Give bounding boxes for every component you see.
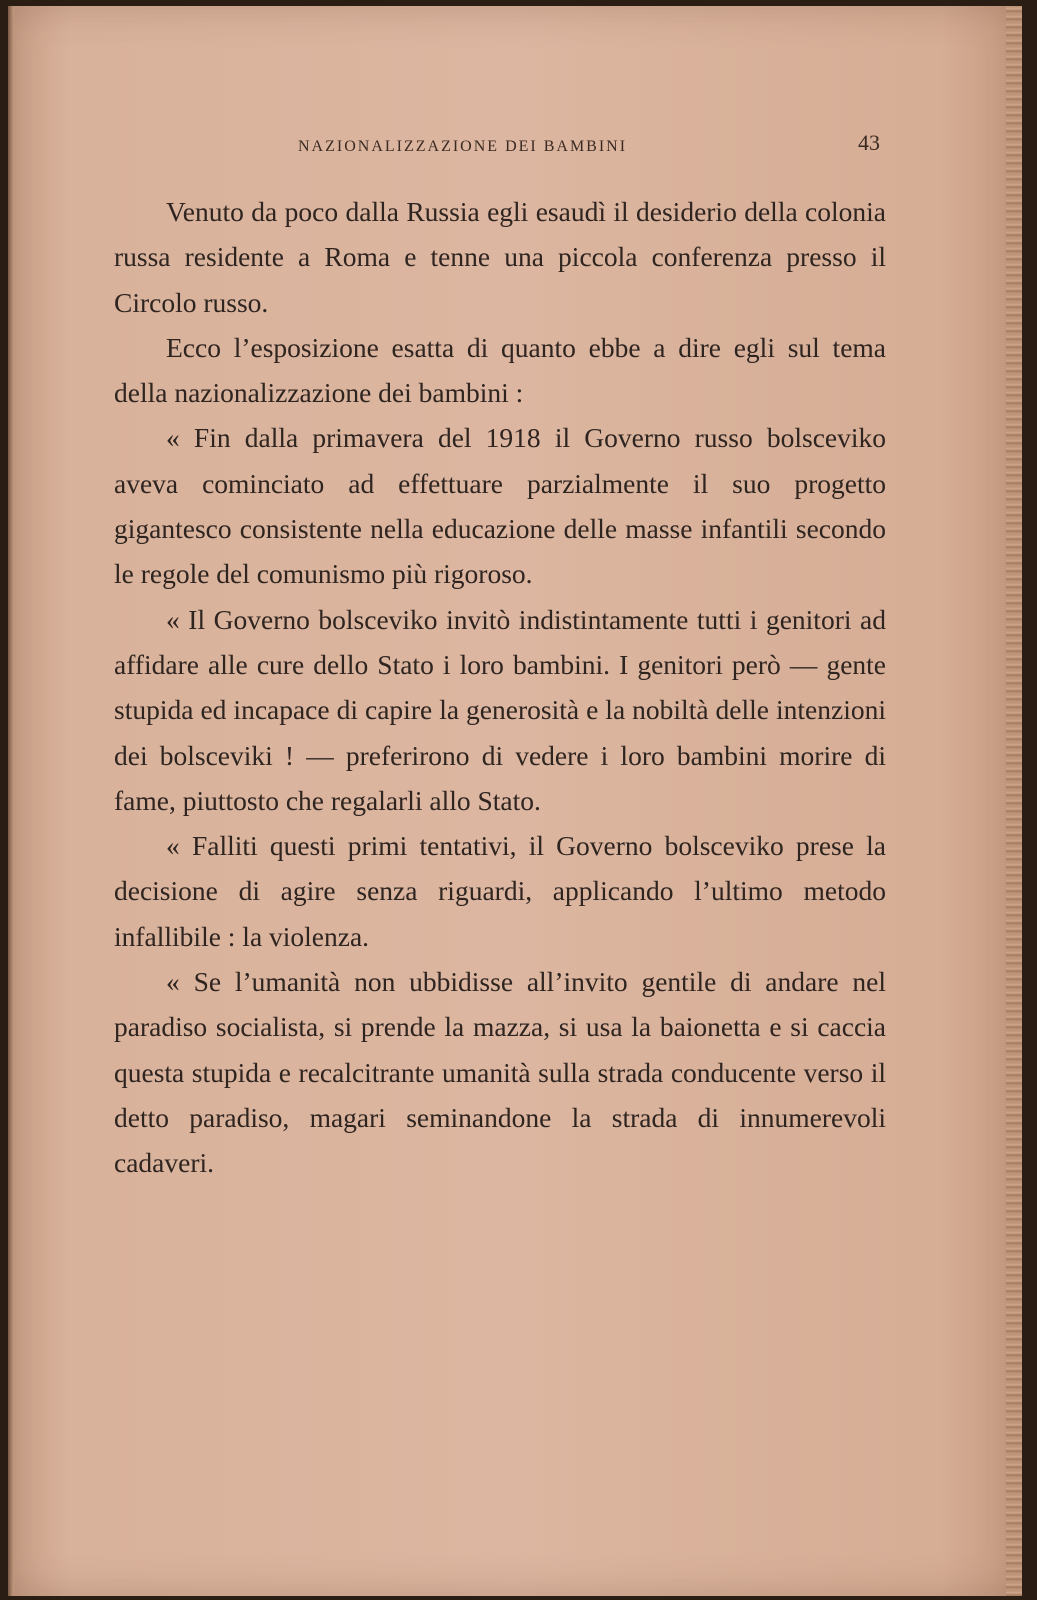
paragraph-5: « Falliti questi primi tentativi, il Governo bolsceviko prese la decisione di agire senza riguardi, applicando l’ultimo metodo infallibile : la violenza. [114, 830, 886, 952]
paragraph-4: « Il Governo bolsceviko invitò indistintamente tutti i genitori ad affidare alle cure dello Stato i loro bambini. I genitori però — gente stupida ed incapace di capire la generosità e la nobiltà delle intenzioni dei bolsceviki ! — preferirono di vedere i loro bambini morire di fame, piuttosto che regalarli allo Stato. [114, 603, 886, 816]
paragraph-1: Venuto da poco dalla Russia egli esaudì il desiderio della colonia russa residente a Roma e tenne una piccola conferenza presso il Circolo russo. [114, 196, 886, 318]
running-title: NAZIONALIZZAZIONE DEI BAMBINI [298, 138, 628, 155]
page-number: 43 [858, 130, 880, 155]
page-gutter [8, 6, 14, 1596]
book-page [8, 6, 1022, 1596]
paragraph-2: Ecco l’esposizione esatta di quanto ebbe a dire egli sul tema della nazionalizzazione dei bambini : [114, 331, 886, 409]
body-text [114, 189, 886, 1186]
paragraph-3: « Fin dalla primavera del 1918 il Governo russo bolsceviko aveva cominciato ad effettuare parzialmente il suo progetto gigantesco consistente nella educazione delle masse infantili secondo le regole del comunismo più rigoroso. [114, 422, 886, 590]
paragraph-6: « Se l’umanità non ubbidisse all’invito gentile di andare nel paradiso socialista, si prende la mazza, si usa la baionetta e si caccia questa stupida e recalcitrante umanità sulla strada conducente verso il detto paradiso, magari seminandone la strada di innumerevoli cadaveri. [114, 966, 886, 1179]
page-fore-edge [1006, 6, 1022, 1596]
